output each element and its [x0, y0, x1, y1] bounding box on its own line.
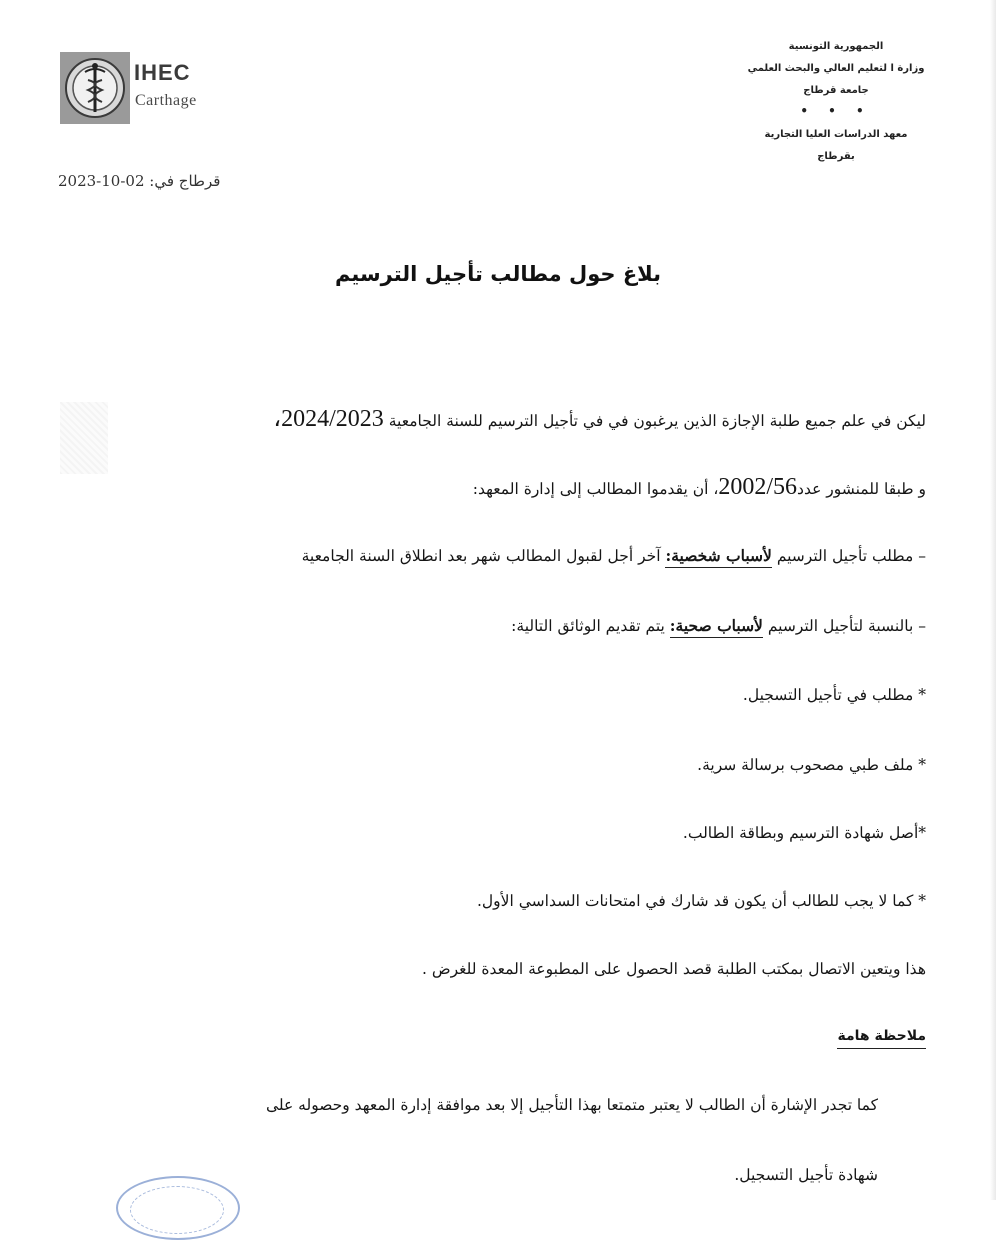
- separator-dots: • • •: [800, 104, 872, 118]
- university-line: جامعة قرطاج: [803, 85, 869, 96]
- logo-subtitle: Carthage: [135, 92, 197, 109]
- item2-documents-intro: يتم تقديم الوثائق التالية:: [511, 617, 665, 635]
- scan-edge-shadow: [990, 0, 996, 1200]
- circular-number: 2002/56: [718, 474, 798, 500]
- important-note-heading: ملاحظة هامة: [837, 1028, 926, 1049]
- announcement-title: بلاغ حول مطالب تأجيل الترسيم: [334, 262, 662, 286]
- republic-line: الجمهورية التونسية: [788, 41, 884, 52]
- note-line-2: شهادة تأجيل التسجيل.: [734, 1166, 878, 1184]
- institute-line: معهد الدراسات العليا التجارية: [764, 129, 908, 140]
- ministry-line: وزارة ا لتعليم العالي والبحث العلمي: [747, 63, 925, 74]
- required-doc-1: * مطلب في تأجيل التسجيل.: [742, 686, 926, 704]
- date-prefix: قرطاج في:: [149, 172, 221, 190]
- city-line: بقرطاج: [817, 151, 855, 162]
- health-reasons-label: لأسباب صحية:: [670, 616, 763, 638]
- caduceus-seal-icon: [60, 52, 130, 124]
- item-personal-reasons: [302, 546, 926, 565]
- contact-instruction: هذا ويتعين الاتصال بمكتب الطلبة قصد الحصول على المطبوعة المعدة للغرض .: [422, 960, 926, 978]
- item2-prefix: – بالنسبة لتأجيل الترسيم: [767, 617, 926, 635]
- logo-title: IHEC: [134, 60, 191, 85]
- official-stamp: [116, 1176, 240, 1240]
- required-doc-4: * كما لا يجب للطالب أن يكون قد شارك في امتحانات السداسي الأول.: [476, 892, 926, 910]
- note-line-1: كما تجدر الإشارة أن الطالب لا يعتبر متمتعا بهذا التأجيل إلا بعد موافقة إدارة المعهد وحصوله على: [265, 1096, 878, 1114]
- item-health-reasons: [511, 616, 926, 635]
- required-doc-3: *أصل شهادة الترسيم وبطاقة الطالب.: [682, 824, 926, 842]
- paragraph-circular: [473, 474, 926, 501]
- institution-header: [746, 36, 926, 168]
- academic-year: 2024/2023،: [273, 406, 384, 432]
- date-value: 2023-10-02: [58, 172, 145, 190]
- circular-prefix: و طبقا للمنشور عدد: [797, 480, 926, 498]
- scan-smudge: [60, 402, 108, 474]
- item1-prefix: – مطلب تأجيل الترسيم: [776, 547, 926, 565]
- required-doc-2: * ملف طبي مصحوب برسالة سرية.: [697, 756, 926, 774]
- circular-suffix: ، أن يقدموا المطالب إلى إدارة المعهد:: [472, 480, 719, 498]
- paragraph-intro: [273, 404, 926, 433]
- intro-text: ليكن في علم جميع طلبة الإجازة الذين يرغبون في في تأجيل الترسيم للسنة الجامعية: [388, 412, 926, 430]
- ihec-logo: [60, 52, 210, 124]
- personal-reasons-label: لأسباب شخصية:: [665, 546, 771, 568]
- item1-deadline: آخر أجل لقبول المطالب شهر بعد انطلاق السنة الجامعية: [301, 547, 661, 565]
- document-date: [58, 172, 220, 190]
